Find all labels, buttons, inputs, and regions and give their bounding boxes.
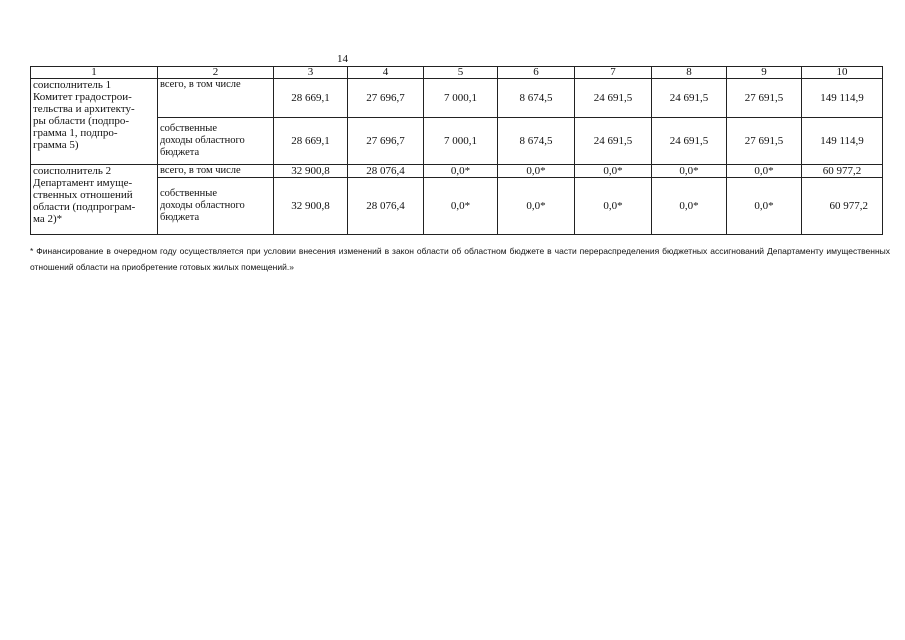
value-cell: 0,0* xyxy=(498,165,575,178)
value-cell: 7 000,1 xyxy=(424,118,498,165)
value-cell: 0,0* xyxy=(652,178,727,235)
value-cell: 0,0* xyxy=(424,165,498,178)
value-cell: 28 669,1 xyxy=(274,118,348,165)
col-header: 4 xyxy=(348,67,424,79)
table-row xyxy=(31,165,883,178)
col-header: 7 xyxy=(575,67,652,79)
value-cell: 7 000,1 xyxy=(424,79,498,118)
col-header: 10 xyxy=(802,67,883,79)
value-cell: 0,0* xyxy=(498,178,575,235)
value-cell: 8 674,5 xyxy=(498,79,575,118)
col-header: 8 xyxy=(652,67,727,79)
col-header: 9 xyxy=(727,67,802,79)
table-row xyxy=(31,178,883,235)
value-cell: 27 691,5 xyxy=(727,118,802,165)
funding-type-cell: собственные доходы областного бюджета xyxy=(158,118,274,165)
executor-cell: соисполнитель 2 Департамент имуще- ственных отношений области (подпрограм- ма 2)* xyxy=(31,165,158,235)
footnote-text: * Финансирование в очередном году осуществляется при условии внесения изменений в закон области об областном бюджете в части перераспределения бюджетных ассигнований Департаменту имущественных отношений области на приобретение готовых жилых помещений.» xyxy=(30,246,890,272)
value-cell: 149 114,9 xyxy=(802,118,883,165)
value-cell: 0,0* xyxy=(652,165,727,178)
value-cell: 0,0* xyxy=(575,165,652,178)
funding-type-cell: собственные доходы областного бюджета xyxy=(158,178,274,235)
col-header: 2 xyxy=(158,67,274,79)
value-cell: 24 691,5 xyxy=(575,79,652,118)
funding-type-cell: всего, в том числе xyxy=(158,165,274,178)
page-number: 14 xyxy=(337,53,348,65)
value-cell: 28 076,4 xyxy=(348,178,424,235)
value-cell: 0,0* xyxy=(727,178,802,235)
header-row xyxy=(31,67,883,79)
executor-cell: соисполнитель 1 Комитет градострои- тельства и архитекту- ры области (подпро- грамма 1, подпро- грамма 5) xyxy=(31,79,158,165)
table-row xyxy=(31,118,883,165)
value-cell: 32 900,8 xyxy=(274,178,348,235)
value-cell: 32 900,8 xyxy=(274,165,348,178)
value-cell: 27 696,7 xyxy=(348,79,424,118)
value-cell: 60 977,2 xyxy=(802,178,883,235)
value-cell: 149 114,9 xyxy=(802,79,883,118)
funding-type-cell: всего, в том числе xyxy=(158,79,274,118)
value-cell: 0,0* xyxy=(424,178,498,235)
value-cell: 60 977,2 xyxy=(802,165,883,178)
value-cell: 24 691,5 xyxy=(575,118,652,165)
value-cell: 27 696,7 xyxy=(348,118,424,165)
budget-table xyxy=(30,66,883,235)
col-header: 1 xyxy=(31,67,158,79)
value-cell: 24 691,5 xyxy=(652,79,727,118)
value-cell: 0,0* xyxy=(575,178,652,235)
col-header: 3 xyxy=(274,67,348,79)
value-cell: 24 691,5 xyxy=(652,118,727,165)
col-header: 6 xyxy=(498,67,575,79)
value-cell: 0,0* xyxy=(727,165,802,178)
value-cell: 28 669,1 xyxy=(274,79,348,118)
value-cell: 27 691,5 xyxy=(727,79,802,118)
value-cell: 8 674,5 xyxy=(498,118,575,165)
table-row xyxy=(31,79,883,118)
value-cell: 28 076,4 xyxy=(348,165,424,178)
col-header: 5 xyxy=(424,67,498,79)
footnote xyxy=(30,243,890,275)
